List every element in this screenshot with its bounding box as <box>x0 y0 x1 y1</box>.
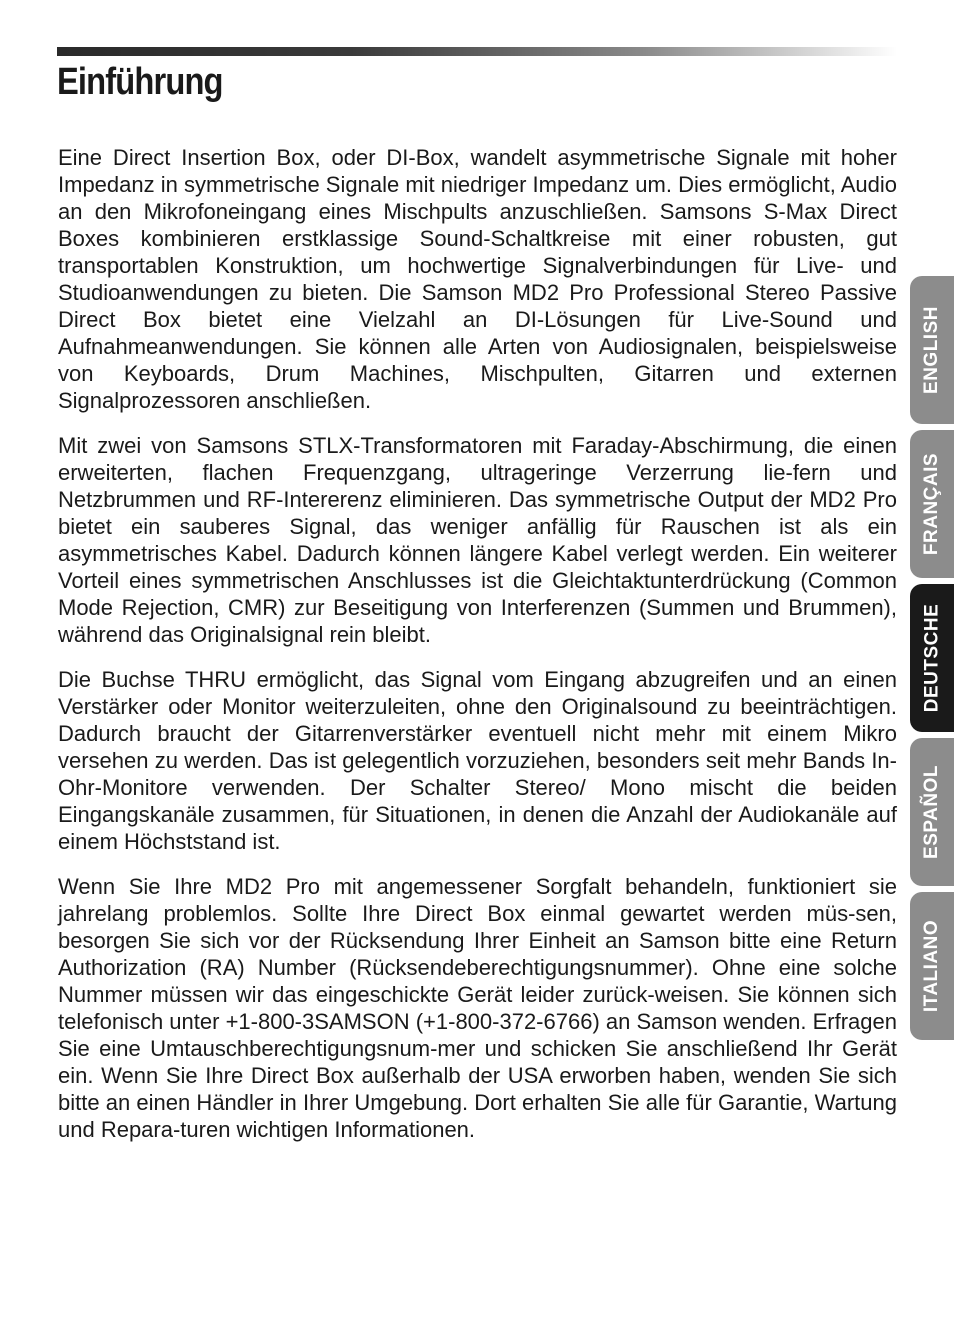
tab-francais[interactable] <box>910 430 954 578</box>
header-rule <box>57 47 897 56</box>
paragraph-service: Wenn Sie Ihre MD2 Pro mit angemessener Sorgfalt behandeln, funktioniert sie jahrelang problemlos. Sollte Ihre Direct Box einmal gewartet werden müs-sen, besorgen Sie sich vor der Rücksendung Ihrer Einheit an Samson bitte eine Return Authorization (RA) Number (Rücksendeberechtigungsnummer). Ohne eine solche Nummer müssen wir das eingeschickte Gerät leider zurück-weisen. Sie können sich telefonisch unter +1-800-3SAMSON (+1-800-372-6766) an Samson wenden. Erfragen Sie eine Umtauschberechtigungsnum-mer und schicken Sie anschließend Ihr Gerät ein. Wenn Sie Ihre Direct Box außerhalb der USA erworben haben, wenden Sie sich bitte an einen Händler in Ihrer Umgebung. Dort erhalten Sie alle für Garantie, Wartung und Repara-turen wichtigen Informationen. <box>58 874 897 1142</box>
page-title: Einführung <box>57 61 223 103</box>
tab-francais-label: FRANÇAIS <box>921 452 943 556</box>
paragraph-intro: Eine Direct Insertion Box, oder DI-Box, wandelt asymmetrische Signale mit hoher Impedanz in symmetrische Signale mit niedriger Impedanz um. Dies ermöglicht, Audio an den Mikrofoneingang eines Mischpults anzuschließen. Samsons S-Max Direct Boxes kombinieren erstklassige Sound-Schaltkreise mit einer robusten, gut transportablen Konstruktion, um hochwertige Signalverbindungen für Live- und Studioanwendungen zu bieten. Die Samson MD2 Pro Professional Stereo Passive Direct Box bietet eine Vielzahl an DI-Lösungen für Live-Sound und Aufnahmeanwendungen. Sie können alle Arten von Audiosignalen, beispielsweise von Keyboards, Drum Machines, Mischpulten, Gitarren und externen Signalprozessoren anschließen. <box>58 145 897 413</box>
paragraph-thru: Die Buchse THRU ermöglicht, das Signal vom Eingang abzugreifen und an einen Verstärker oder Monitor weiterzuleiten, ohne den Originalsound zu beeinträchtigen. Dadurch braucht der Gitarrenverstärker eventuell nicht mehr mit einem Mikro versehen zu werden. Das ist gelegentlich vorzuziehen, besonders seit mehr Bands In-Ohr-Monitore verwenden. Der Schalter Stereo/ Mono mischt die beiden Eingangskanäle zusammen, für Situationen, in denen die Anzahl der Audiokanäle auf einem Höchststand ist. <box>58 667 897 854</box>
paragraph-transformers: Mit zwei von Samsons STLX-Transformatoren mit Faraday-Abschirmung, die einen erweiterten, flachen Frequenzgang, ultrageringe Verzerrung lie-fern und Netzbrummen und RF-Intererenz eliminieren. Das symmetrische Output der MD2 Pro bietet ein sauberes Signal, das weniger anfällig für Rauschen ist als ein asymmetrisches Kabel. Dadurch können längere Kabel verlegt werden. Ein weiterer Vorteil eines symmetrischen Anschlusses ist die Gleichtaktunterdrückung (Common Mode Rejection, CMR) zur Beseitigung von Interferenzen (Summen und Brummen), während das Originalsignal rein bleibt. <box>58 433 897 647</box>
tab-deutsche-label: DEUTSCHE <box>921 603 943 713</box>
tab-italiano[interactable] <box>910 892 954 1040</box>
tab-espanol-label: ESPAÑOL <box>921 765 942 859</box>
tab-italiano-label: ITALIANO <box>921 919 942 1013</box>
tab-espanol[interactable] <box>910 738 954 886</box>
tab-english[interactable] <box>910 276 954 424</box>
tab-deutsche[interactable] <box>910 584 954 732</box>
tab-english-label: ENGLISH <box>921 306 943 394</box>
body-text <box>58 144 897 1161</box>
